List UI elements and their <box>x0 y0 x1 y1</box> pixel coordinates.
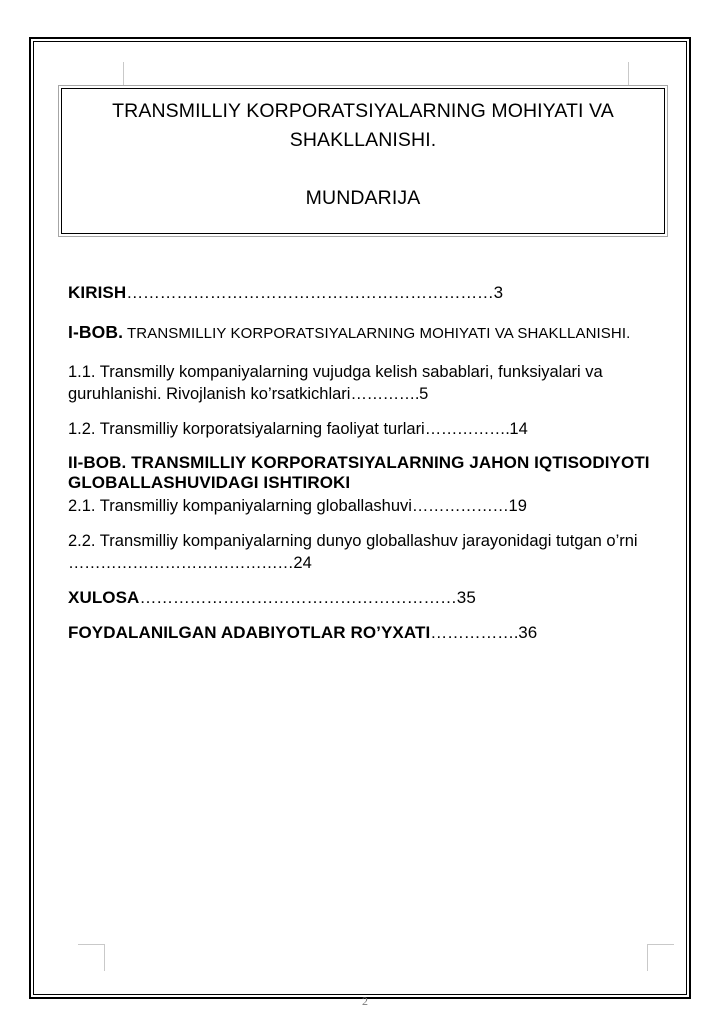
toc-label-section-1-1: 1.1. Transmilly kompaniyalarning vujudga kelish sabablari, funksiyalari va guruhlanishi. Rivojlanish ko’rsatkichlari <box>68 363 603 403</box>
margin-corner-mark-bottom-right <box>647 944 674 971</box>
toc-page-section-2-2: 24 <box>293 554 312 572</box>
document-page <box>29 37 691 1008</box>
toc-page-section-1-1: 5 <box>419 385 429 403</box>
toc-label-kirish: KIRISH <box>68 283 127 302</box>
toc-chapter-lead-bob-1: I-BOB. <box>68 322 124 342</box>
toc-page-section-2-1: 19 <box>508 497 527 515</box>
margin-corner-mark-bottom-left <box>78 944 105 971</box>
toc-entry-section-1-2 <box>68 418 668 440</box>
toc-entry-section-2-2 <box>68 530 668 574</box>
toc-entry-xulosa <box>68 587 668 609</box>
toc-leader-section-2-2: …………………………………… <box>68 554 294 572</box>
page-number: 2 <box>362 994 368 1008</box>
toc-leader-xulosa: ………………………………………………… <box>139 588 457 607</box>
toc-label-section-2-1: 2.1. Transmilliy kompaniyalarning globallashuvi <box>68 497 412 515</box>
toc-label-bob-1: TRANSMILLIY KORPORATSIYALARNING MOHIYATI VA SHAKLLANISHI. <box>123 325 631 342</box>
toc-leader-section-2-1: ……………… <box>411 497 509 515</box>
document-page-inner-border <box>33 41 687 1008</box>
toc-entry-bob-1 <box>68 317 668 349</box>
toc-page-xulosa: 35 <box>456 588 476 607</box>
toc-entry-bob-2 <box>68 453 668 493</box>
document-subtitle-mundarija: MUNDARIJA <box>305 187 421 209</box>
table-of-contents <box>68 282 668 657</box>
toc-leader-adabiyotlar: ……………. <box>430 623 519 642</box>
toc-label-section-1-2: 1.2. Transmilliy korporatsiyalarning faoliyat turlari <box>68 420 425 438</box>
toc-label-xulosa: XULOSA <box>68 588 140 607</box>
toc-page-adabiyotlar: 36 <box>518 623 538 642</box>
title-box-inner-border <box>61 88 665 234</box>
document-title-line-1: TRANSMILLIY KORPORATSIYALARNING MOHIYATI VA <box>112 100 614 122</box>
toc-page-kirish: 3 <box>493 283 504 302</box>
toc-leader-kirish: ………………………………………………………… <box>126 283 494 302</box>
toc-entry-adabiyotlar <box>68 622 668 644</box>
toc-entry-section-1-1 <box>68 361 668 405</box>
toc-label-adabiyotlar: FOYDALANILGAN ADABIYOTLAR RO’YXATI <box>68 623 431 642</box>
toc-label-bob-2: II-BOB. TRANSMILLIY KORPORATSIYALARNING JAHON IQTISODIYOTI GLOBALLASHUVIDAGI ISHTIROKI <box>68 453 650 492</box>
document-title-line-2: SHAKLLANISHI. <box>289 129 437 151</box>
title-box <box>58 85 668 237</box>
toc-entry-section-2-1 <box>68 495 668 517</box>
title-spacer <box>76 155 650 184</box>
toc-leader-section-1-1: …………. <box>350 385 420 403</box>
toc-label-section-2-2: 2.2. Transmilliy kompaniyalarning dunyo globallashuv jarayonidagi tutgan o’rni <box>68 532 638 550</box>
toc-leader-section-1-2: ……………. <box>424 420 510 438</box>
toc-entry-kirish <box>68 282 668 304</box>
toc-page-section-1-2: 14 <box>509 420 528 438</box>
